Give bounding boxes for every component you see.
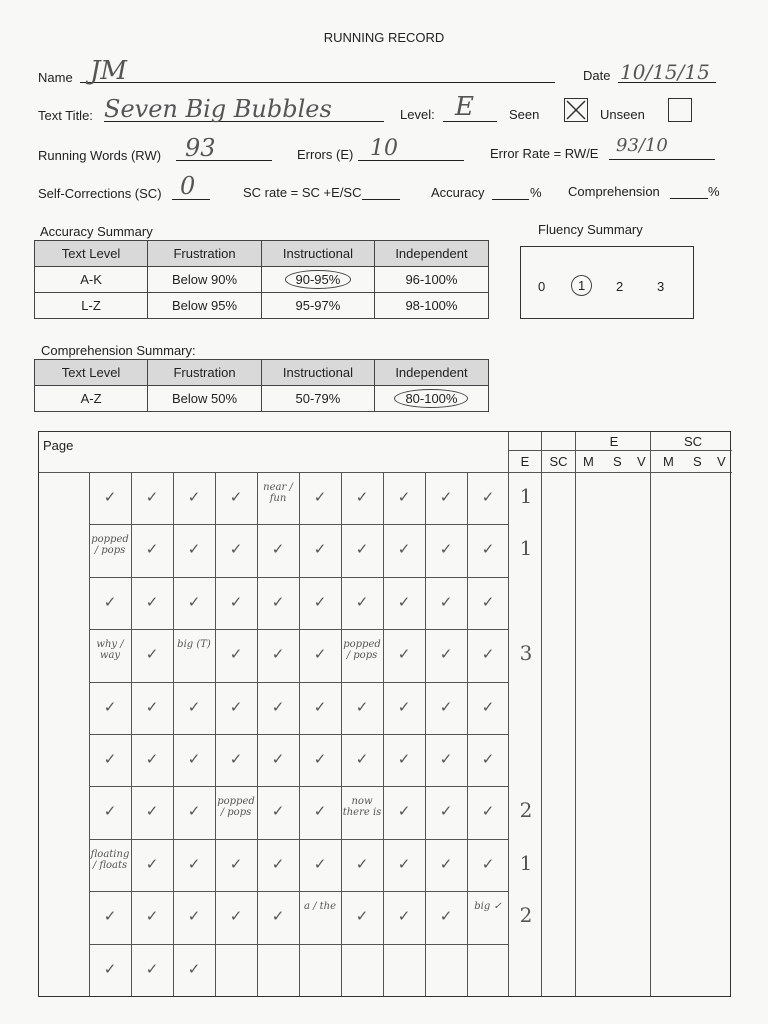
name-line [80, 82, 555, 83]
check-mark[interactable]: ✓ [397, 540, 411, 559]
acc-cell: Below 95% [148, 293, 262, 319]
sc-msv-v: V [717, 454, 726, 469]
accuracy-label: Accuracy [431, 185, 485, 200]
check-mark[interactable]: ✓ [229, 540, 243, 559]
check-mark[interactable]: ✓ [271, 697, 285, 716]
acc-cell: A-K [35, 267, 148, 293]
acc-cell: 96-100% [374, 267, 488, 293]
fluency-option-2[interactable]: 2 [616, 279, 624, 294]
acc-cell: 95-97% [261, 293, 374, 319]
check-mark[interactable]: ✓ [313, 750, 327, 768]
check-mark[interactable]: ✓ [145, 645, 159, 664]
check-mark[interactable]: ✓ [229, 854, 243, 873]
accuracy-unit: % [530, 185, 542, 200]
acc-cell: L-Z [35, 293, 148, 319]
circled-value: 80-100% [394, 389, 468, 408]
divider [39, 472, 732, 473]
check-mark[interactable]: ✓ [397, 854, 411, 873]
error-notation[interactable]: popped / pops [343, 639, 381, 662]
check-mark[interactable]: ✓ [439, 488, 453, 506]
error-rate-line [609, 159, 715, 160]
comprehension-label: Comprehension [568, 184, 660, 199]
check-mark[interactable]: ✓ [397, 592, 411, 611]
check-mark[interactable]: ✓ [187, 854, 201, 873]
error-count[interactable]: 1 [519, 850, 533, 875]
divider [89, 839, 508, 840]
accuracy-line [492, 199, 529, 200]
check-mark[interactable]: ✓ [187, 750, 201, 768]
e-column-header: E [520, 454, 530, 469]
check-mark[interactable]: ✓ [481, 592, 495, 611]
check-mark[interactable]: ✓ [229, 488, 243, 506]
check-mark[interactable]: ✓ [229, 750, 243, 768]
check-mark[interactable]: ✓ [397, 907, 411, 926]
check-mark[interactable]: ✓ [187, 907, 201, 926]
divider [575, 432, 576, 996]
check-mark[interactable]: ✓ [103, 802, 117, 821]
error-count[interactable]: 3 [519, 641, 533, 666]
sc-msv-s: S [693, 454, 702, 469]
check-mark[interactable]: ✓ [145, 750, 159, 768]
sc-column-header: SC [549, 454, 568, 469]
check-mark[interactable]: ✓ [313, 488, 327, 506]
check-mark[interactable]: ✓ [397, 802, 411, 821]
error-notation[interactable]: a / the [303, 901, 337, 913]
check-mark[interactable]: ✓ [271, 750, 285, 768]
sc-msv-m: M [663, 454, 674, 469]
name-label: Name [38, 70, 73, 85]
running-words-label: Running Words (RW) [38, 148, 162, 163]
comprehension-unit: % [708, 184, 720, 199]
comp-header-independent: Independent [374, 360, 488, 386]
check-mark[interactable]: ✓ [103, 907, 117, 926]
check-mark[interactable]: ✓ [481, 750, 495, 768]
check-mark[interactable]: ✓ [271, 645, 285, 664]
comp-header-frustration: Frustration [148, 360, 262, 386]
error-notation[interactable]: now there is [342, 796, 382, 819]
check-mark[interactable]: ✓ [145, 540, 159, 559]
self-corrections-label: Self-Corrections (SC) [38, 186, 162, 201]
check-mark[interactable]: ✓ [439, 592, 453, 611]
e-msv-m: M [583, 454, 594, 469]
check-mark[interactable]: ✓ [103, 592, 117, 611]
check-mark[interactable]: ✓ [103, 488, 117, 506]
comp-cell: Below 50% [148, 386, 262, 412]
divider [89, 734, 508, 735]
check-mark[interactable]: ✓ [481, 802, 495, 821]
acc-header-independent: Independent [374, 241, 488, 267]
check-mark[interactable]: ✓ [187, 592, 201, 611]
check-mark[interactable]: ✓ [145, 802, 159, 821]
check-mark[interactable]: ✓ [229, 907, 243, 926]
check-mark[interactable]: ✓ [313, 697, 327, 716]
check-mark[interactable]: ✓ [145, 488, 159, 506]
check-mark[interactable]: ✓ [229, 697, 243, 716]
fluency-option-0[interactable]: 0 [538, 279, 546, 294]
check-mark[interactable]: ✓ [103, 959, 117, 978]
page-title: RUNNING RECORD [323, 30, 445, 45]
check-mark[interactable]: ✓ [397, 488, 411, 506]
comp-cell: A-Z [35, 386, 148, 412]
error-rate-value[interactable]: 93/10 [616, 135, 668, 156]
divider [89, 786, 508, 787]
check-mark[interactable]: ✓ [481, 697, 495, 716]
unseen-label: Unseen [600, 107, 645, 122]
comp-cell-circled [374, 386, 488, 412]
date-label: Date [583, 68, 611, 83]
error-notation[interactable]: big (T) [177, 639, 211, 651]
circled-value: 90-95% [285, 270, 352, 289]
check-mark[interactable]: ✓ [481, 540, 495, 559]
name-value[interactable]: JM [90, 56, 128, 86]
check-mark[interactable]: ✓ [229, 592, 243, 611]
check-mark[interactable]: ✓ [187, 802, 201, 821]
acc-header-level: Text Level [35, 241, 148, 267]
check-mark[interactable]: ✓ [355, 697, 369, 716]
comprehension-line [670, 198, 708, 199]
divider [541, 432, 542, 996]
acc-header-instructional: Instructional [261, 241, 374, 267]
accuracy-summary-title: Accuracy Summary [40, 224, 153, 239]
check-mark[interactable]: ✓ [439, 802, 453, 821]
sc-rate-line [362, 199, 400, 200]
divider [89, 577, 508, 578]
divider [89, 682, 508, 683]
self-corrections-value[interactable]: 0 [180, 172, 196, 200]
check-mark[interactable]: ✓ [271, 907, 285, 926]
check-mark[interactable]: ✓ [145, 959, 159, 978]
check-mark[interactable]: ✓ [271, 802, 285, 821]
page-column-label: Page [43, 438, 74, 453]
seen-label: Seen [509, 107, 540, 122]
check-mark[interactable]: ✓ [397, 645, 411, 664]
sc-rate-label: SC rate = SC +E/SC [243, 185, 362, 200]
accuracy-summary-table [34, 240, 489, 319]
divider [89, 944, 508, 945]
error-notation[interactable]: popped / pops [91, 534, 129, 557]
check-mark[interactable]: ✓ [481, 645, 495, 664]
level-value[interactable]: E [455, 92, 474, 122]
e-msv-s: S [613, 454, 622, 469]
check-mark[interactable]: ✓ [355, 750, 369, 768]
check-mark[interactable]: ✓ [187, 540, 201, 559]
check-mark[interactable]: ✓ [145, 697, 159, 716]
divider [89, 891, 508, 892]
error-notation[interactable]: why / way [96, 639, 124, 662]
check-mark[interactable]: ✓ [355, 907, 369, 926]
fluency-summary-box [520, 246, 694, 319]
check-mark[interactable]: ✓ [313, 592, 327, 611]
check-mark[interactable]: ✓ [439, 854, 453, 873]
level-label: Level: [400, 107, 435, 122]
acc-cell: Below 90% [148, 267, 262, 293]
fluency-summary-title: Fluency Summary [538, 222, 643, 237]
check-mark[interactable]: ✓ [481, 854, 495, 873]
date-value[interactable]: 10/15/15 [620, 60, 710, 84]
check-mark[interactable]: ✓ [145, 907, 159, 926]
error-count[interactable]: 1 [519, 484, 533, 508]
error-count[interactable]: 2 [519, 798, 533, 823]
error-notation[interactable]: floating / floats [90, 848, 130, 871]
divider [89, 629, 508, 630]
check-mark[interactable]: ✓ [313, 645, 327, 664]
error-notation[interactable]: big ✓ [474, 901, 502, 913]
check-mark[interactable]: ✓ [103, 750, 117, 768]
unseen-checkbox[interactable] [668, 98, 692, 122]
check-mark[interactable]: ✓ [397, 697, 411, 716]
check-mark[interactable]: ✓ [145, 854, 159, 873]
check-mark[interactable]: ✓ [439, 645, 453, 664]
acc-cell-circled [261, 267, 374, 293]
check-mark[interactable]: ✓ [187, 488, 201, 506]
check-mark[interactable]: ✓ [271, 592, 285, 611]
error-count[interactable]: 2 [519, 903, 533, 928]
fluency-option-3[interactable]: 3 [657, 279, 665, 294]
comp-cell: 50-79% [261, 386, 374, 412]
check-mark[interactable]: ✓ [355, 540, 369, 559]
check-mark[interactable]: ✓ [229, 645, 243, 664]
check-mark[interactable]: ✓ [313, 540, 327, 559]
errors-value[interactable]: 10 [370, 136, 398, 161]
check-mark[interactable]: ✓ [271, 854, 285, 873]
check-mark[interactable]: ✓ [355, 488, 369, 506]
divider [89, 524, 508, 525]
check-mark[interactable]: ✓ [355, 592, 369, 611]
check-mark[interactable]: ✓ [439, 540, 453, 559]
error-rate-label: Error Rate = RW/E [490, 146, 599, 161]
check-mark[interactable]: ✓ [145, 592, 159, 611]
check-mark[interactable]: ✓ [439, 697, 453, 716]
running-record-grid [38, 431, 731, 997]
e-msv-v: V [637, 454, 646, 469]
error-notation[interactable]: near / fun [263, 482, 293, 504]
check-mark[interactable]: ✓ [481, 488, 495, 506]
divider [650, 432, 651, 996]
check-mark[interactable]: ✓ [439, 907, 453, 926]
sc-group-header: SC [683, 434, 703, 449]
check-mark[interactable]: ✓ [271, 540, 285, 559]
comp-header-instructional: Instructional [261, 360, 374, 386]
error-count[interactable]: 1 [519, 536, 533, 561]
text-title-value[interactable]: Seven Big Bubbles [104, 95, 332, 123]
text-title-label: Text Title: [38, 108, 93, 123]
fluency-option-1[interactable]: 1 [571, 275, 592, 296]
running-words-value[interactable]: 93 [185, 134, 216, 162]
errors-label: Errors (E) [297, 147, 354, 162]
check-mark[interactable]: ✓ [397, 750, 411, 768]
check-mark[interactable]: ✓ [313, 802, 327, 821]
comp-header-level: Text Level [35, 360, 148, 386]
comprehension-summary-title: Comprehension Summary: [41, 343, 196, 358]
acc-header-frustration: Frustration [148, 241, 262, 267]
check-mark[interactable]: ✓ [439, 750, 453, 768]
divider [508, 450, 732, 451]
check-mark[interactable]: ✓ [103, 697, 117, 716]
seen-checkbox[interactable] [564, 98, 588, 122]
x-mark-icon [565, 99, 587, 121]
e-group-header: E [609, 434, 619, 449]
check-mark[interactable]: ✓ [187, 697, 201, 716]
comprehension-summary-table [34, 359, 489, 412]
check-mark[interactable]: ✓ [355, 854, 369, 873]
error-notation[interactable]: popped / pops [217, 796, 255, 819]
check-mark[interactable]: ✓ [187, 959, 201, 978]
acc-cell: 98-100% [374, 293, 488, 319]
check-mark[interactable]: ✓ [313, 854, 327, 873]
